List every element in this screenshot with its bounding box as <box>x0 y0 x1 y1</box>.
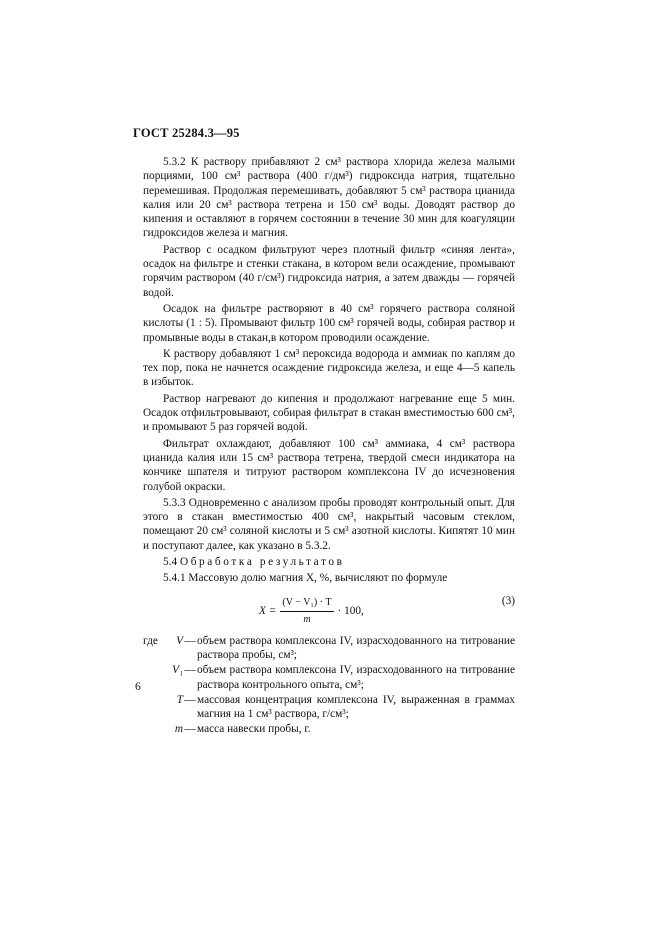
formula-body <box>259 596 364 628</box>
formula-3 <box>143 590 515 630</box>
definition-symbol: m <box>174 723 183 736</box>
definition-symbol: T <box>176 693 183 706</box>
paragraph-heating: Раствор нагревают до кипения и продолжают нагревание еще 5 мин. Осадок отфильтровывают, собирая фильтрат в стакан вместимостью 600 см³, и промывают 5 раз горячей водой. <box>143 392 515 434</box>
definition-text: объем раствора комплексона IV, израсходованного на титрование раствора пробы, см³; <box>197 634 515 661</box>
definition-item <box>143 722 515 736</box>
definition-dash: — <box>184 634 196 647</box>
definition-text: масса навески пробы, г. <box>197 723 311 736</box>
formula-denominator: m <box>303 613 311 625</box>
paragraph-dissolve: Осадок на фильтре растворяют в 40 см³ горячего раствора соляной кислоты (1 : 5). Промывают фильтр 100 см³ горячей воды, собирая раствор и промывные воды в стакан,в котором проводили осаждение. <box>143 302 515 344</box>
definition-dash: — <box>184 664 196 677</box>
section-5-4-title: Обработка результатов <box>179 556 345 569</box>
formula-rhs: · 100, <box>337 605 364 618</box>
document-header: ГОСТ 25284.3—95 <box>133 126 240 140</box>
definition-item <box>143 634 515 663</box>
paragraph-peroxide: К раствору добавляют 1 см³ пероксида водорода и аммиак по каплям до тех пор, пока не начнется осаждение гидроксида железа, и еще 4—5 капель в избыток. <box>143 347 515 389</box>
paragraph-titration: Фильтрат охлаждают, добавляют 100 см³ аммиака, 4 см³ раствора цианида калия или 15 см³ раствора тетрена, твердой смеси индикатора на кончике шпателя и титруют раствором комплексона IV до исчезновения голубой окраски. <box>143 437 515 493</box>
definition-item <box>143 663 515 692</box>
formula-numerator: (V − V₁) · T <box>280 596 333 612</box>
section-5-4-heading <box>143 555 515 569</box>
definition-prefix: где <box>143 634 158 647</box>
definition-text: массовая концентрация комплексона IV, выраженная в граммах магния на 1 см³ раствора, г/см³; <box>197 693 515 721</box>
paragraph-5-3-2: 5.3.2 К раствору прибавляют 2 см³ раствора хлорида железа малыми порциями, 100 см³ раствора (400 г/дм³) гидроксида натрия, тщательно перемешивая. Продолжая перемешивать, добавляют 5 см³ раствора цианида калия или 20 см³ раствора тетрена и 150 см³ воды. Доводят раствор до кипения и оставляют в горячем состоянии в течение 30 мин для коагуляции гидроксидов железа и магния. <box>143 156 515 240</box>
definitions-list <box>143 634 515 737</box>
definition-dash: — <box>184 723 196 736</box>
formula-lhs: X = <box>259 605 277 618</box>
page-content <box>143 155 515 738</box>
page-number: 6 <box>135 681 141 693</box>
section-5-4-number: 5.4 <box>163 556 178 569</box>
definition-text: объем раствора комплексона IV, израсходованного на титрование раствора контрольного опыта, см³; <box>197 664 515 691</box>
formula-fraction <box>280 596 333 628</box>
definition-item <box>143 693 515 722</box>
paragraph-5-3-3: 5.3.3 Одновременно с анализом пробы проводят контрольный опыт. Для этого в стакан вместимостью 400 см³, накрытый часовым стеклом, помещают 20 см³ соляной кислоты и 5 см³ азотной кислоты. Кипятят 10 мин и поступают далее, как указано в 5.3.2. <box>143 496 515 552</box>
formula-number: (3) <box>501 594 515 607</box>
definition-symbol: V₁ <box>172 664 183 677</box>
definition-dash: — <box>184 693 196 706</box>
paragraph-5-4-1: 5.4.1 Массовую долю магния X, %, вычисляют по формуле <box>163 572 448 585</box>
definition-symbol: V <box>176 634 183 647</box>
paragraph-filtering: Раствор с осадком фильтруют через плотный фильтр «синяя лента», осадок на фильтре и стенки стакана, в котором вели осаждение, промывают горячим раствором (40 г/см³) гидроксида натрия, а затем дважды — горячей водой. <box>143 243 515 299</box>
